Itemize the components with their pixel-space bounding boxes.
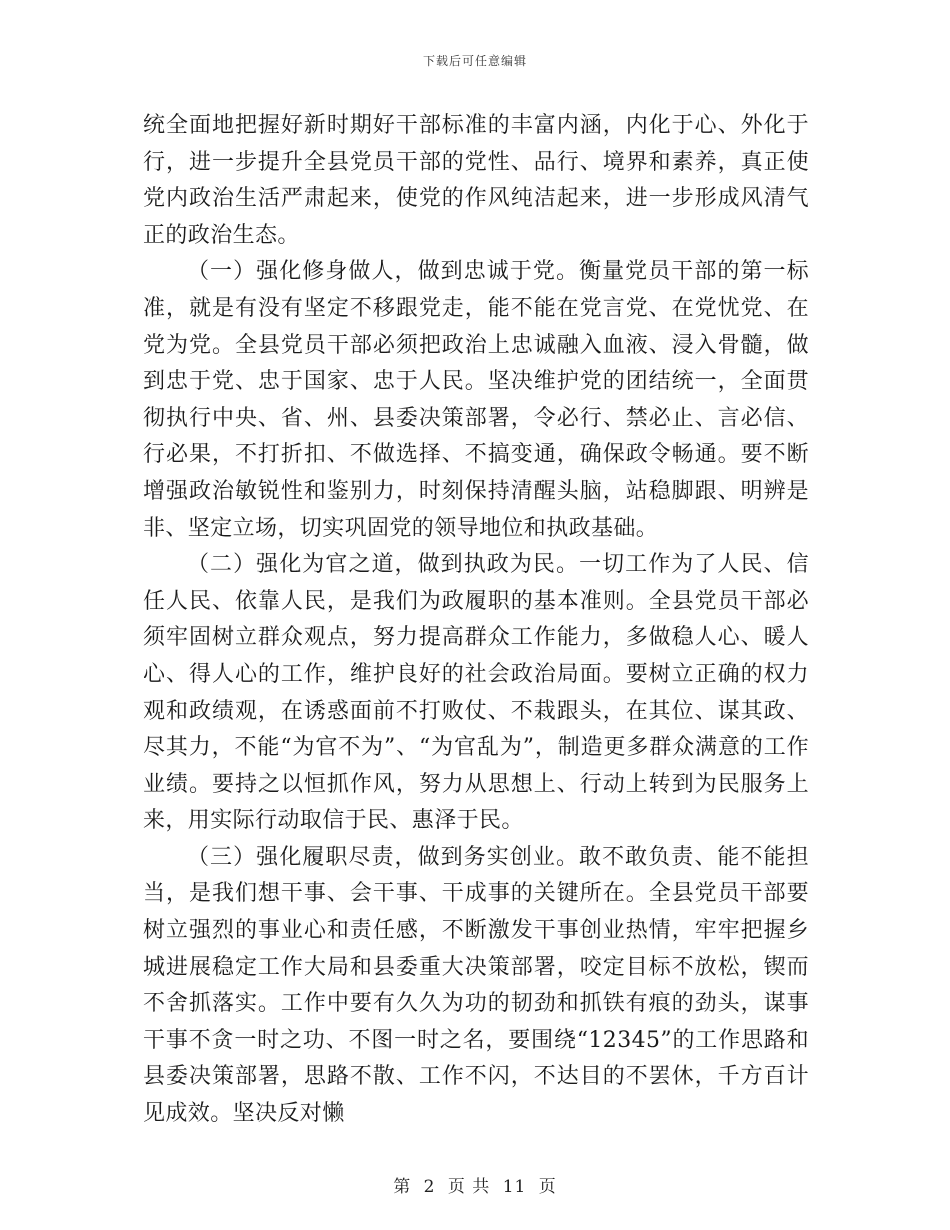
footer-prefix: 第: [393, 1177, 412, 1197]
paragraph-section-1: （一）强化修身做人，做到忠诚于党。衡量党员干部的第一标准，就是有没有坚定不移跟党走，能不能在党言党、在党忧党、在党为党。全县党员干部必须把政治上忠诚融入血液、浸入骨髓，做到忠于党、忠于国家、忠于人民。坚决维护党的团结统一，全面贯彻执行中央、省、州、县委决策部署，令必行、禁必止、言必信、行必果，不打折扣、不做选择、不搞变通，确保政令畅通。要不断增强政治敏锐性和鉴别力，时刻保持清醒头脑，站稳脚跟、明辨是非、坚定立场，切实巩固党的领导地位和执政基础。: [143, 259, 809, 541]
footer-suffix: 页: [538, 1177, 557, 1197]
footer-middle: 页 共: [447, 1177, 491, 1197]
paragraph-section-3: （三）强化履职尽责，做到务实创业。敢不敢负责、能不能担当，是我们想干事、会干事、干成事的关键所在。全县党员干部要树立强烈的事业心和责任感，不断激发干事创业热情，牢牢把握乡城进展稳定工作大局和县委重大决策部署，咬定目标不放松，锲而不舍抓落实。工作中要有久久为功的韧劲和抓铁有痕的劲头，谋事干事不贪一时之功、不图一时之名，要围绕“12345”的工作思路和县委决策部署，思路不散、工作不闪，不达目的不罢休，千方百计见成效。坚决反对懒: [143, 844, 809, 1127]
paragraph-section-2: （二）强化为官之道，做到执政为民。一切工作为了人民、信任人民、依靠人民，是我们为政履职的基本准则。全县党员干部必须牢固树立群众观点，努力提高群众工作能力，多做稳人心、暖人心、得人心的工作，维护良好的社会政治局面。要树立正确的权力观和政绩观，在诱惑面前不打败仗、不栽跟头，在其位、谋其政、尽其力，不能“为官不为”、“为官乱为”，制造更多群众满意的工作业绩。要持之以恒抓作风，努力从思想上、行动上转到为民服务上来，用实际行动取信于民、惠泽于民。: [143, 552, 809, 834]
paragraph-intro-continuation: 统全面地把握好新时期好干部标准的丰富内涵，内化于心、外化于行，进一步提升全县党员干部的党性、品行、境界和素养，真正使党内政治生活严肃起来，使党的作风纯洁起来，进一步形成风清气正的政治生态。: [143, 113, 809, 248]
total-page-count: 11: [502, 1177, 527, 1197]
current-page-number: 2: [423, 1177, 436, 1197]
document-body: [143, 108, 809, 1133]
page-header: 下载后可任意编辑: [422, 54, 527, 68]
page-footer: [0, 1172, 950, 1197]
